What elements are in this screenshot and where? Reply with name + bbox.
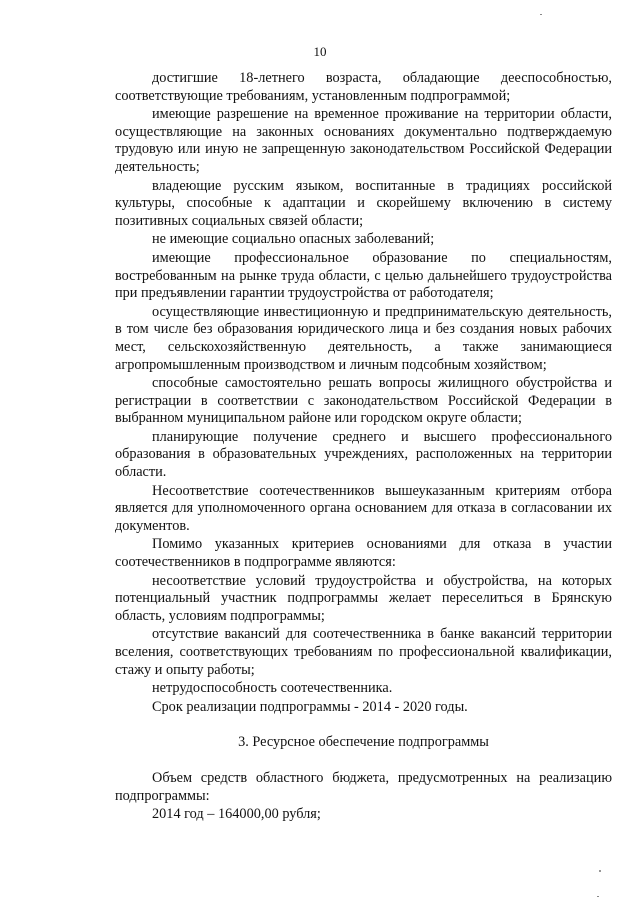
paragraph: имеющие профессиональное образование по специальностям, востребованным на рынке труда области, с целью дальнейшего трудоустройства при предъявлении гарантии трудоустройства от работодателя; bbox=[115, 249, 612, 302]
document-body bbox=[115, 70, 612, 824]
paragraph: не имеющие социально опасных заболеваний; bbox=[152, 231, 435, 248]
section-title: 3. Ресурсное обеспечение подпрограммы bbox=[238, 734, 489, 751]
paragraph: владеющие русским языком, воспитанные в традициях российской культуры, способные к адаптации и скорейшему включению в систему позитивных социальных связей области; bbox=[115, 177, 612, 229]
paragraph: Помимо указанных критериев основаниями для отказа в участии соотечественников в подпрограмме являются: bbox=[115, 536, 612, 571]
paragraph: нетрудоспособность соотечественника. bbox=[152, 680, 393, 697]
scan-speck bbox=[597, 896, 599, 897]
paragraph: Несоответствие соотечественников вышеуказанным критериям отбора является для уполномоченного органа основанием для отказа в согласовании их документов. bbox=[115, 482, 612, 534]
scan-speck bbox=[599, 870, 601, 872]
paragraph: отсутствие вакансий для соотечественника в банке вакансий территории вселения, соответствующих требованиям по профессиональной квалификации, стажу и опыту работы; bbox=[115, 626, 612, 678]
paragraph: несоответствие условий трудоустройства и обустройства, на которых потенциальный участник подпрограммы желает переселиться в Брянскую область, условиям подпрограммы; bbox=[115, 572, 612, 624]
paragraph: Объем средств областного бюджета, предусмотренных на реализацию подпрограммы: bbox=[115, 769, 612, 804]
paragraph: 2014 год – 164000,00 рубля; bbox=[152, 806, 321, 823]
scan-speck bbox=[540, 14, 542, 15]
paragraph: Срок реализации подпрограммы - 2014 - 2020 годы. bbox=[152, 698, 468, 715]
paragraph: имеющие разрешение на временное проживание на территории области, осуществляющие на законных основаниях документально подтверждаемую трудовую или иную не запрещенную законодательством Российской Федерации деятельность; bbox=[115, 106, 612, 175]
paragraph: планирующие получение среднего и высшего профессионального образования в образовательных учреждениях, расположенных на территории области. bbox=[115, 428, 612, 481]
paragraph: достигшие 18-летнего возраста, обладающие дееспособностью, соответствующие требованиям, установленным подпрограммой; bbox=[115, 70, 612, 104]
paragraph: способные самостоятельно решать вопросы жилищного обустройства и регистрации в соответствии с законодательством Российской Федерации в выбранном муниципальном районе или городском округе области; bbox=[115, 375, 612, 427]
page-number: 10 bbox=[313, 44, 327, 59]
paragraph: осуществляющие инвестиционную и предпринимательскую деятельность, в том числе без образования юридического лица и без создания новых рабочих мест, сельскохозяйственную деятельность, а также занимающиеся агропромышленным производством и личным подсобным хозяйством; bbox=[115, 303, 612, 373]
